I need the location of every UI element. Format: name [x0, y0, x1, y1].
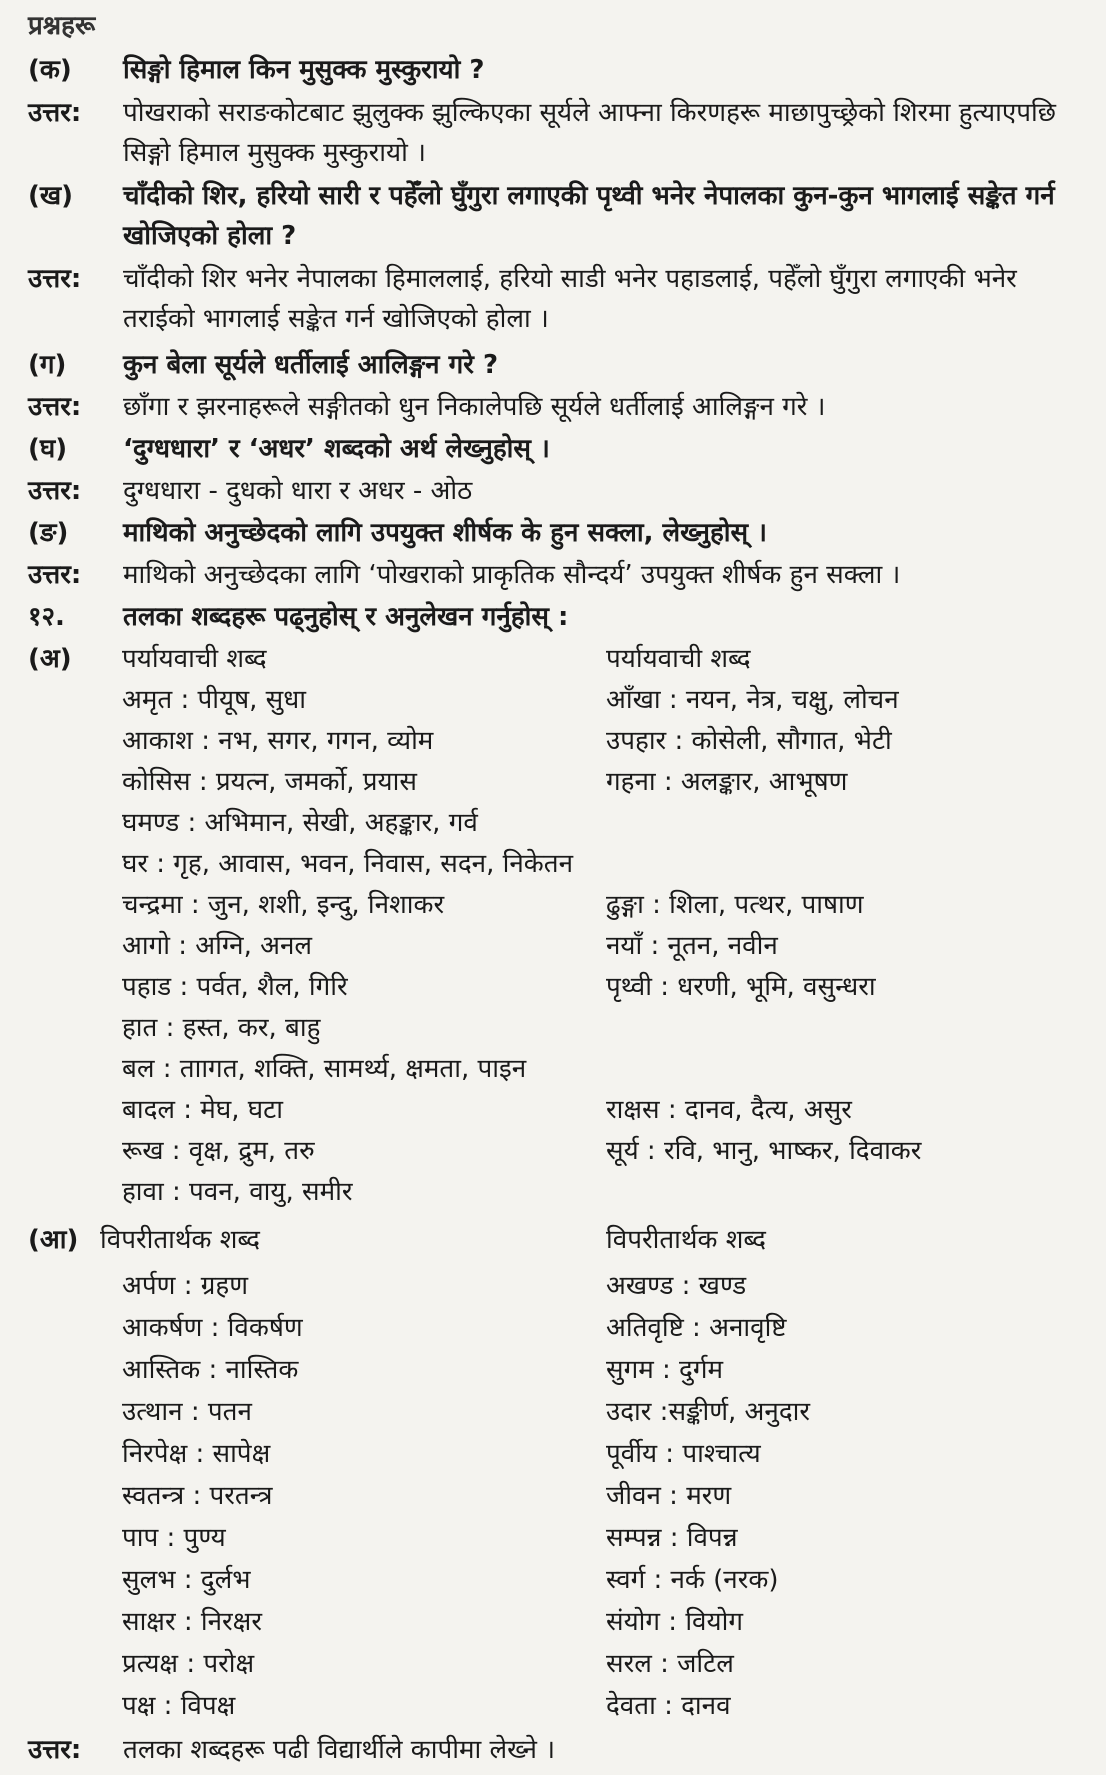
synonym-item: बादल : मेघ, घटा [122, 1095, 283, 1125]
question-nga [28, 513, 1078, 553]
antonym-item: आस्तिक : नास्तिक [122, 1355, 299, 1385]
question-label: (ख) [28, 181, 74, 211]
question-label: (घ) [28, 434, 68, 464]
question-text: माथिको अनुच्छेदको लागि उपयुक्त शीर्षक के हुन सक्ला, लेख्नुहोस् । [123, 518, 767, 548]
antonym-item: प्रत्यक्ष : परोक्ष [122, 1649, 255, 1679]
answer-ka [28, 93, 1078, 173]
synonym-item: घमण्ड : अभिमान, सेखी, अहङ्कार, गर्व [122, 808, 478, 838]
answer-nga [28, 555, 1078, 595]
antonym-item: संयोग : वियोग [606, 1607, 743, 1637]
synonym-item: ढुङ्गा : शिला, पत्थर, पाषाण [606, 890, 864, 920]
question-text: तलका शब्दहरू पढ्नुहोस् र अनुलेखन गर्नुहोस् : [123, 602, 569, 632]
antonym-section-label: (आ) [28, 1225, 79, 1255]
antonym-heading-left: विपरीतार्थक शब्द [100, 1225, 260, 1255]
synonym-item: पहाड : पर्वत, शैल, गिरि [122, 972, 348, 1002]
question-ka [28, 50, 1078, 90]
synonym-item: गहना : अलङ्कार, आभूषण [606, 767, 848, 797]
answer-text: पोखराको सराङकोटबाट झुलुक्क झुल्किएका सूर्यले आफ्ना किरणहरू माछापुच्छ्रेको शिरमा हुत्याएपछि सिङ्गो हिमाल मुसुक्क मुस्कुरायो । [123, 98, 1056, 168]
synonym-item: आकाश : नभ, सगर, गगन, व्योम [122, 726, 434, 756]
answer-label: उत्तर: [28, 560, 82, 590]
answer-text: दुग्धधारा - दुधको धारा र अधर - ओठ [123, 476, 473, 506]
synonym-item: सूर्य : रवि, भानु, भाष्कर, दिवाकर [606, 1136, 922, 1166]
synonym-heading-right: पर्यायवाची शब्द [606, 644, 751, 674]
synonym-item: घर : गृह, आवास, भवन, निवास, सदन, निकेतन [122, 849, 574, 879]
answer-text: चाँदीको शिर भनेर नेपालका हिमाललाई, हरियो साडी भनेर पहाडलाई, पहेँलो घुँगुरा लगाएकी भनेर तराईको भागलाई सङ्केत गर्न खोजिएको होला । [123, 264, 1017, 334]
antonym-heading-right: विपरीतार्थक शब्द [606, 1225, 766, 1255]
question-ga [28, 345, 1078, 385]
antonym-item: सुलभ : दुर्लभ [122, 1565, 251, 1595]
synonym-item: कोसिस : प्रयत्न, जमर्को, प्रयास [122, 767, 417, 797]
question-gha [28, 429, 1078, 469]
question-text: ‘दुग्धधारा’ र ‘अधर’ शब्दको अर्थ लेख्नुहोस् । [123, 434, 550, 464]
antonym-item: उत्थान : पतन [122, 1397, 252, 1427]
antonym-item: पूर्वीय : पाश्चात्य [606, 1439, 761, 1469]
synonym-item: बल : ताागत, शक्ति, सामर्थ्य, क्षमता, पाइन [122, 1054, 527, 1084]
synonym-item: हात : हस्त, कर, बाहु [122, 1013, 321, 1043]
synonym-item: राक्षस : दानव, दैत्य, असुर [606, 1095, 852, 1125]
question-label: १२. [28, 602, 65, 632]
question-kha [28, 176, 1078, 256]
synonym-item: आगो : अग्नि, अनल [122, 931, 313, 961]
synonym-heading-left: पर्यायवाची शब्द [122, 644, 267, 674]
antonym-item: स्वतन्त्र : परतन्त्र [122, 1481, 273, 1511]
answer-label: उत्तर: [28, 264, 82, 294]
question-label: (क) [28, 55, 72, 85]
answer-text: छाँगा र झरनाहरूले सङ्गीतको धुन निकालेपछि सूर्यले धर्तीलाई आलिङ्गन गरे । [123, 392, 826, 422]
antonym-item: देवता : दानव [606, 1691, 731, 1721]
answer-kha [28, 259, 1078, 339]
answer-gha [28, 471, 1078, 511]
synonym-section-label: (अ) [28, 644, 72, 674]
answer-label: उत्तर: [28, 1735, 82, 1765]
question-text: सिङ्गो हिमाल किन मुसुक्क मुस्कुरायो ? [123, 55, 485, 85]
answer-text: माथिको अनुच्छेदका लागि ‘पोखराको प्राकृतिक सौन्दर्य’ उपयुक्त शीर्षक हुन सक्ला । [123, 560, 901, 590]
synonym-item: चन्द्रमा : जुन, शशी, इन्दु, निशाकर [122, 890, 445, 920]
synonym-item: उपहार : कोसेली, सौगात, भेटी [606, 726, 892, 756]
antonym-item: सुगम : दुर्गम [606, 1355, 724, 1385]
question-text: चाँदीको शिर, हरियो सारी र पहेँलो घुँगुरा लगाएकी पृथ्वी भनेर नेपालका कुन-कुन भागलाई सङ्केत गर्न खोजिएको होला ? [123, 181, 1055, 251]
synonym-item: पृथ्वी : धरणी, भूमि, वसुन्धरा [606, 972, 876, 1002]
synonym-item: अमृत : पीयूष, सुधा [122, 685, 306, 715]
antonym-item: पक्ष : विपक्ष [122, 1691, 236, 1721]
synonym-item: हावा : पवन, वायु, समीर [122, 1177, 353, 1207]
answer-label: उत्तर: [28, 392, 82, 422]
antonym-item: अतिवृष्टि : अनावृष्टि [606, 1313, 787, 1343]
synonym-item: आँखा : नयन, नेत्र, चक्षु, लोचन [606, 685, 899, 715]
question-label: (ङ) [28, 518, 69, 548]
antonym-item: पाप : पुण्य [122, 1523, 226, 1553]
antonym-item: अर्पण : ग्रहण [122, 1271, 248, 1301]
antonym-item: आकर्षण : विकर्षण [122, 1313, 303, 1343]
antonym-item: साक्षर : निरक्षर [122, 1607, 262, 1637]
answer-text: तलका शब्दहरू पढी विद्यार्थीले कापीमा लेख्ने । [123, 1735, 556, 1765]
question-12 [28, 597, 1078, 637]
antonym-item: स्वर्ग : नर्क (नरक) [606, 1565, 779, 1595]
answer-label: उत्तर: [28, 476, 82, 506]
answer-ga [28, 387, 1078, 427]
answer-label: उत्तर: [28, 98, 82, 128]
antonym-item: सरल : जटिल [606, 1649, 734, 1679]
antonym-item: सम्पन्न : विपन्न [606, 1523, 738, 1553]
page-heading: प्रश्नहरू [28, 11, 96, 41]
question-text: कुन बेला सूर्यले धर्तीलाई आलिङ्गन गरे ? [123, 350, 499, 380]
antonym-item: निरपेक्ष : सापेक्ष [122, 1439, 271, 1469]
synonym-item: नयाँ : नूतन, नवीन [606, 931, 778, 961]
question-label: (ग) [28, 350, 67, 380]
synonym-item: रूख : वृक्ष, द्रुम, तरु [122, 1136, 315, 1166]
antonym-item: अखण्ड : खण्ड [606, 1271, 747, 1301]
antonym-item: उदार :सङ्कीर्ण, अनुदार [606, 1397, 811, 1427]
final-answer [28, 1730, 1078, 1770]
antonym-item: जीवन : मरण [606, 1481, 732, 1511]
